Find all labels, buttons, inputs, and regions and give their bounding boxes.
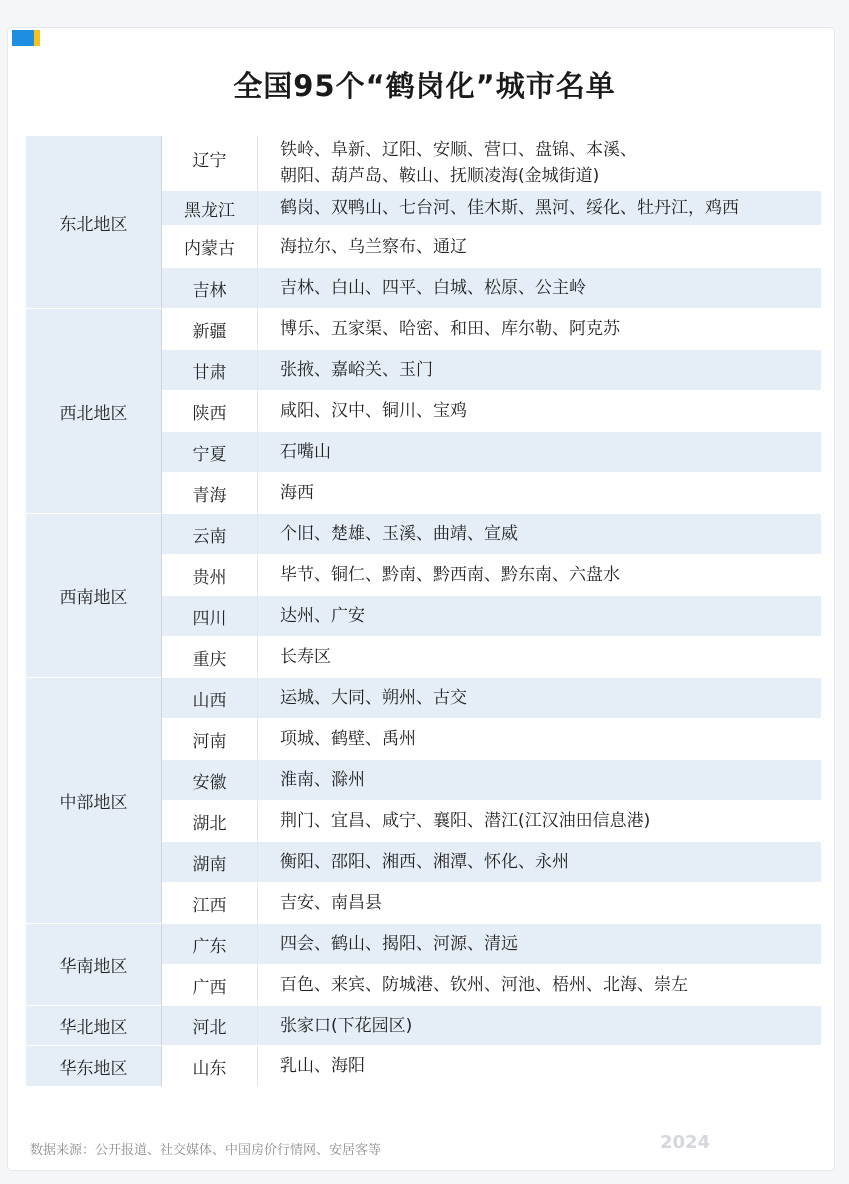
province-cell: 广东 (162, 924, 258, 965)
cities-cell: 吉林、白山、四平、白城、松原、公主岭 (258, 268, 821, 309)
cities-cell: 个旧、楚雄、玉溪、曲靖、宣威 (258, 514, 821, 555)
province-cell: 贵州 (162, 555, 258, 596)
province-cell: 湖南 (162, 842, 258, 883)
province-cell: 内蒙古 (162, 226, 258, 268)
cities-line: 朝阳、葫芦岛、鞍山、抚顺凌海(金城街道) (280, 166, 600, 186)
region-northeast: 东北地区 (26, 136, 162, 309)
province-cell: 山东 (162, 1046, 258, 1087)
cities-cell: 鹤岗、双鸭山、七台河、佳木斯、黑河、绥化、牡丹江，鸡西 (258, 191, 821, 226)
city-table (26, 136, 821, 1108)
cities-cell: 石嘴山 (258, 432, 821, 473)
province-cell: 青海 (162, 473, 258, 514)
cities-cell: 毕节、铜仁、黔南、黔西南、黔东南、六盘水 (258, 555, 821, 596)
region-central: 中部地区 (26, 678, 162, 924)
province-cell: 河北 (162, 1006, 258, 1046)
province-cell: 湖北 (162, 801, 258, 842)
province-cell: 辽宁 (162, 136, 258, 191)
province-cell: 广西 (162, 965, 258, 1006)
province-cell: 云南 (162, 514, 258, 555)
region-east: 华东地区 (26, 1046, 162, 1087)
cities-cell: 运城、大同、朔州、古交 (258, 678, 821, 719)
page-title: 全国95个“鹤岗化”城市名单 (233, 69, 616, 103)
province-cell: 吉林 (162, 268, 258, 309)
brand-corner-icon (12, 30, 42, 48)
province-cell: 新疆 (162, 309, 258, 350)
region-southwest: 西南地区 (26, 514, 162, 678)
cities-cell: 百色、来宾、防城港、钦州、河池、梧州、北海、崇左 (258, 965, 821, 1006)
cities-cell: 吉安、南昌县 (258, 883, 821, 924)
cities-cell: 达州、广安 (258, 596, 821, 637)
cities-cell: 长寿区 (258, 637, 821, 678)
cities-cell: 海西 (258, 473, 821, 514)
province-cell: 河南 (162, 719, 258, 760)
province-cell: 甘肃 (162, 350, 258, 391)
cities-cell: 衡阳、邵阳、湘西、湘潭、怀化、永州 (258, 842, 821, 883)
cities-cell: 四会、鹤山、揭阳、河源、清远 (258, 924, 821, 965)
cities-line: 铁岭、阜新、辽阳、安顺、营口、盘锦、本溪、 (280, 140, 637, 160)
province-cell: 陕西 (162, 391, 258, 432)
province-cell: 重庆 (162, 637, 258, 678)
cities-cell: 博乐、五家渠、哈密、和田、库尔勒、阿克苏 (258, 309, 821, 350)
province-cell: 山西 (162, 678, 258, 719)
province-cell: 安徽 (162, 760, 258, 801)
cities-cell: 项城、鹤壁、禹州 (258, 719, 821, 760)
data-source-note: 数据来源：公开报道、社交媒体、中国房价行情网、安居客等 (30, 1143, 382, 1158)
region-south: 华南地区 (26, 924, 162, 1006)
province-cell: 黑龙江 (162, 191, 258, 226)
province-cell: 江西 (162, 883, 258, 924)
cities-cell (258, 136, 821, 191)
region-northwest: 西北地区 (26, 309, 162, 514)
cities-cell: 咸阳、汉中、铜川、宝鸡 (258, 391, 821, 432)
cities-cell: 乳山、海阳 (258, 1046, 821, 1087)
watermark: 2024 (660, 1132, 711, 1153)
province-cell: 四川 (162, 596, 258, 637)
cities-cell: 海拉尔、乌兰察布、通辽 (258, 226, 821, 268)
region-north: 华北地区 (26, 1006, 162, 1046)
province-cell: 宁夏 (162, 432, 258, 473)
cities-cell: 淮南、滁州 (258, 760, 821, 801)
cities-cell: 张家口(下花园区) (258, 1006, 821, 1046)
cities-cell: 荆门、宜昌、咸宁、襄阳、潜江(江汉油田信息港) (258, 801, 821, 842)
cities-cell: 张掖、嘉峪关、玉门 (258, 350, 821, 391)
